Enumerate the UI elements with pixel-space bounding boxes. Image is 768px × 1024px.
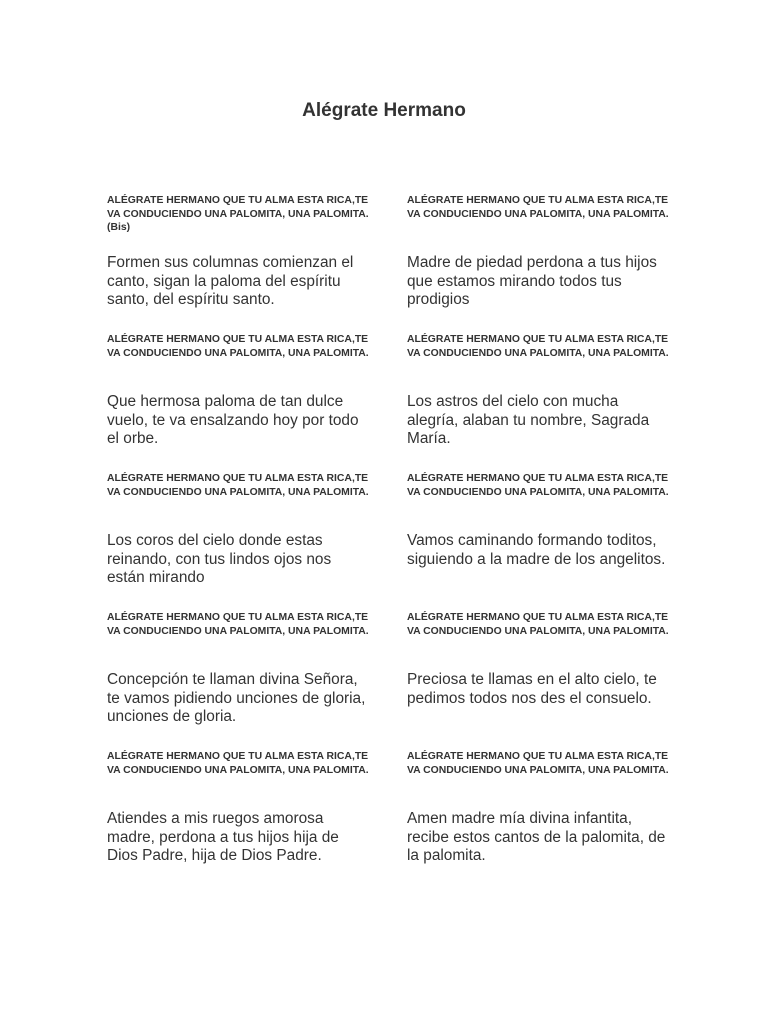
chorus-block: ALÉGRATE HERMANO QUE TU ALMA ESTA RICA,TE VA CONDUCIENDO UNA PALOMITA, UNA PALOMITA. [407, 195, 669, 220]
verse-block: Formen sus columnas comienzan el canto, sigan la paloma del espíritu santo, del espíritu santo. [107, 254, 354, 309]
chorus-block: ALÉGRATE HERMANO QUE TU ALMA ESTA RICA,TE VA CONDUCIENDO UNA PALOMITA, UNA PALOMITA. [407, 334, 669, 359]
chorus-block: ALÉGRATE HERMANO QUE TU ALMA ESTA RICA,TE VA CONDUCIENDO UNA PALOMITA, UNA PALOMITA. [107, 751, 369, 776]
verse-block: Vamos caminando formando toditos, siguiendo a la madre de los angelitos. [407, 532, 666, 568]
chorus-block: ALÉGRATE HERMANO QUE TU ALMA ESTA RICA,TE VA CONDUCIENDO UNA PALOMITA, UNA PALOMITA. [407, 751, 669, 776]
chorus-block: ALÉGRATE HERMANO QUE TU ALMA ESTA RICA,TE VA CONDUCIENDO UNA PALOMITA, UNA PALOMITA. [107, 473, 369, 498]
left-column [107, 194, 369, 889]
verse-block: Los astros del cielo con mucha alegría, alaban tu nombre, Sagrada María. [407, 393, 650, 448]
right-column [407, 194, 669, 889]
page-title: Alégrate Hermano [302, 100, 466, 121]
chorus-block: ALÉGRATE HERMANO QUE TU ALMA ESTA RICA,TE VA CONDUCIENDO UNA PALOMITA, UNA PALOMITA. [407, 612, 669, 637]
verse-block: Atiendes a mis ruegos amorosa madre, perdona a tus hijos hija de Dios Padre, hija de Dios Padre. [107, 810, 339, 865]
verse-block: Preciosa te llamas en el alto cielo, te pedimos todos nos des el consuelo. [407, 671, 657, 707]
chorus-block: ALÉGRATE HERMANO QUE TU ALMA ESTA RICA,TE VA CONDUCIENDO UNA PALOMITA, UNA PALOMITA. [107, 612, 369, 637]
chorus-block: ALÉGRATE HERMANO QUE TU ALMA ESTA RICA,TE VA CONDUCIENDO UNA PALOMITA, UNA PALOMITA. (Bis) [107, 195, 369, 233]
verse-block: Amen madre mía divina infantita, recibe estos cantos de la palomita, de la palomita. [407, 810, 666, 865]
chorus-block: ALÉGRATE HERMANO QUE TU ALMA ESTA RICA,TE VA CONDUCIENDO UNA PALOMITA, UNA PALOMITA. [407, 473, 669, 498]
verse-block: Concepción te llaman divina Señora, te vamos pidiendo unciones de gloria, unciones de gloria. [107, 671, 366, 726]
verse-block: Madre de piedad perdona a tus hijos que estamos mirando todos tus prodigios [407, 254, 657, 309]
verse-block: Los coros del cielo donde estas reinando, con tus lindos ojos nos están mirando [107, 532, 332, 587]
chorus-block: ALÉGRATE HERMANO QUE TU ALMA ESTA RICA,TE VA CONDUCIENDO UNA PALOMITA, UNA PALOMITA. [107, 334, 369, 359]
verse-block: Que hermosa paloma de tan dulce vuelo, te va ensalzando hoy por todo el orbe. [107, 393, 359, 448]
